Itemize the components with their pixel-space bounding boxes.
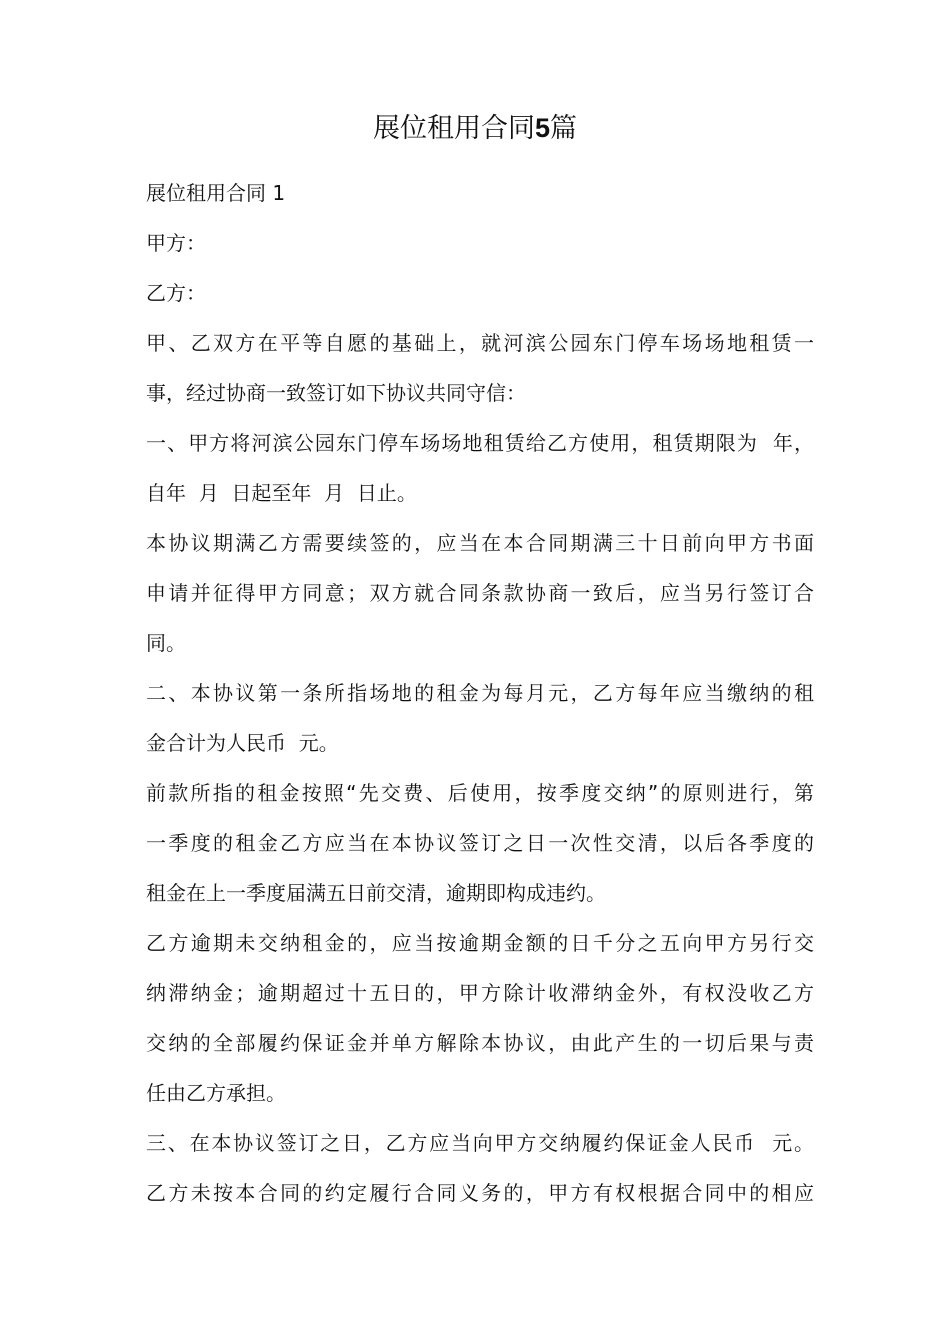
paragraph-line: 申请并征得甲方同意；双方就合同条款协商一致后，应当另行签订合	[146, 581, 814, 605]
document-body	[146, 168, 814, 1218]
paragraph-line: 三、在本协议签订之日，乙方应当向甲方交纳履约保证金人民币 元。	[146, 1131, 814, 1155]
paragraph-line: 同。	[146, 631, 186, 655]
paragraph-line: 一、甲方将河滨公园东门停车场场地租赁给乙方使用，租赁期限为 年，	[146, 431, 814, 455]
paragraph-line: 本协议期满乙方需要续签的，应当在本合同期满三十日前向甲方书面	[146, 531, 814, 555]
paragraph-line: 二、本协议第一条所指场地的租金为每月元，乙方每年应当缴纳的租	[146, 681, 814, 705]
section-heading: 展位租用合同 1	[146, 181, 286, 205]
title-main: 展位租用合同	[372, 113, 535, 144]
paragraph-line: 乙方逾期未交纳租金的，应当按逾期金额的日千分之五向甲方另行交	[146, 931, 814, 955]
paragraph-line: 前款所指的租金按照“先交费、后使用，按季度交纳”的原则进行，第	[146, 781, 814, 805]
party-a-label: 甲方：	[146, 231, 206, 255]
paragraph-line: 租金在上一季度届满五日前交清，逾期即构成违约。	[146, 881, 606, 905]
paragraph-line: 纳滞纳金；逾期超过十五日的，甲方除计收滞纳金外，有权没收乙方	[146, 981, 814, 1005]
paragraph-line: 交纳的全部履约保证金并单方解除本协议，由此产生的一切后果与责	[146, 1031, 814, 1055]
paragraph-line: 一季度的租金乙方应当在本协议签订之日一次性交清，以后各季度的	[146, 831, 814, 855]
paragraph-line: 乙方未按本合同的约定履行合同义务的，甲方有权根据合同中的相应	[146, 1181, 814, 1205]
paragraph-line: 任由乙方承担。	[146, 1081, 286, 1105]
title-number: 5	[534, 113, 551, 143]
paragraph-line: 事，经过协商一致签订如下协议共同守信：	[146, 381, 526, 405]
paragraph-line: 甲、乙双方在平等自愿的基础上，就河滨公园东门停车场场地租赁一	[146, 331, 814, 355]
party-b-label: 乙方：	[146, 281, 206, 305]
paragraph-line: 自年 月 日起至年 月 日止。	[146, 481, 417, 505]
document-title	[0, 108, 950, 149]
paragraph-line: 金合计为人民币 元。	[146, 731, 339, 755]
title-suffix: 篇	[550, 113, 578, 144]
